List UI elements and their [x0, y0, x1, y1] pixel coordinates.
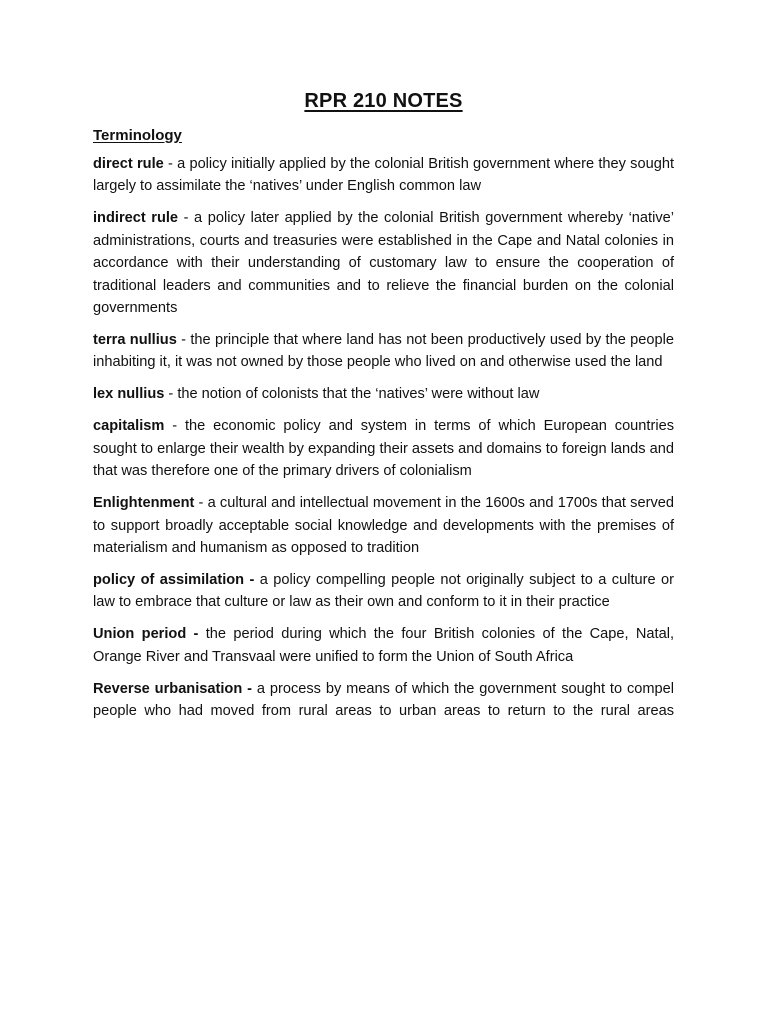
term-entry-indirect-rule — [93, 207, 674, 319]
term-entry-reverse-urbanisation — [93, 678, 674, 723]
term-label: Union period - — [93, 626, 199, 643]
document-title: RPR 210 NOTES — [304, 90, 463, 112]
document-page — [93, 90, 674, 732]
term-entry-terra-nullius — [93, 329, 674, 374]
term-entry-capitalism — [93, 415, 674, 482]
term-definition: - a cultural and intellectual movement in the 1600s and 1700s that served to support broadly acceptable social knowledge and developments with the premises of materialism and humanism as opposed to tradition — [93, 495, 674, 557]
term-label: policy of assimilation - — [93, 572, 255, 589]
term-definition: - a policy later applied by the colonial British government whereby ‘native’ administrations, courts and treasuries were established in the Cape and Natal colonies in accordance with their understanding of customary law to ensure the cooperation of traditional leaders and communities and to relieve the financial burden on the colonial governments — [93, 210, 674, 317]
term-entry-policy-of-assimilation — [93, 569, 674, 614]
term-definition: - the economic policy and system in terms of which European countries sought to enlarge their wealth by expanding their assets and domains to foreign lands and that was therefore one of the primary drivers of colonialism — [93, 418, 674, 480]
term-definition: a process by means of which the government sought to compel people who had moved from rural areas to urban areas to return to the rural areas — [93, 680, 674, 720]
term-label: Enlightenment — [93, 495, 195, 512]
term-definition: - the principle that where land has not been productively used by the people inhabiting it, it was not owned by those people who lived on and otherwise used the land — [93, 332, 674, 371]
term-definition: a policy compelling people not originally subject to a culture or law to embrace that culture or law as their own and conform to it in their practice — [93, 572, 674, 611]
term-entry-enlightenment — [93, 492, 674, 559]
term-entry-direct-rule — [93, 153, 674, 198]
term-label: indirect rule — [93, 210, 179, 227]
term-label: terra nullius — [93, 332, 177, 349]
section-heading: Terminology — [93, 127, 182, 144]
term-definition: - the notion of colonists that the ‘natives’ were without law — [164, 386, 540, 403]
term-label: lex nullius — [93, 386, 165, 403]
term-definition: - a policy initially applied by the colonial British government where they sought largely to assimilate the ‘natives’ under English common law — [93, 156, 674, 195]
term-entry-union-period — [93, 623, 674, 668]
term-entry-lex-nullius — [93, 383, 674, 405]
term-label: direct rule — [93, 156, 164, 172]
term-label: Reverse urbanisation - — [93, 680, 252, 697]
term-definition: the period during which the four British colonies of the Cape, Natal, Orange River and Transvaal were unified to form the Union of South Africa — [93, 626, 675, 665]
term-label: capitalism — [93, 418, 165, 435]
